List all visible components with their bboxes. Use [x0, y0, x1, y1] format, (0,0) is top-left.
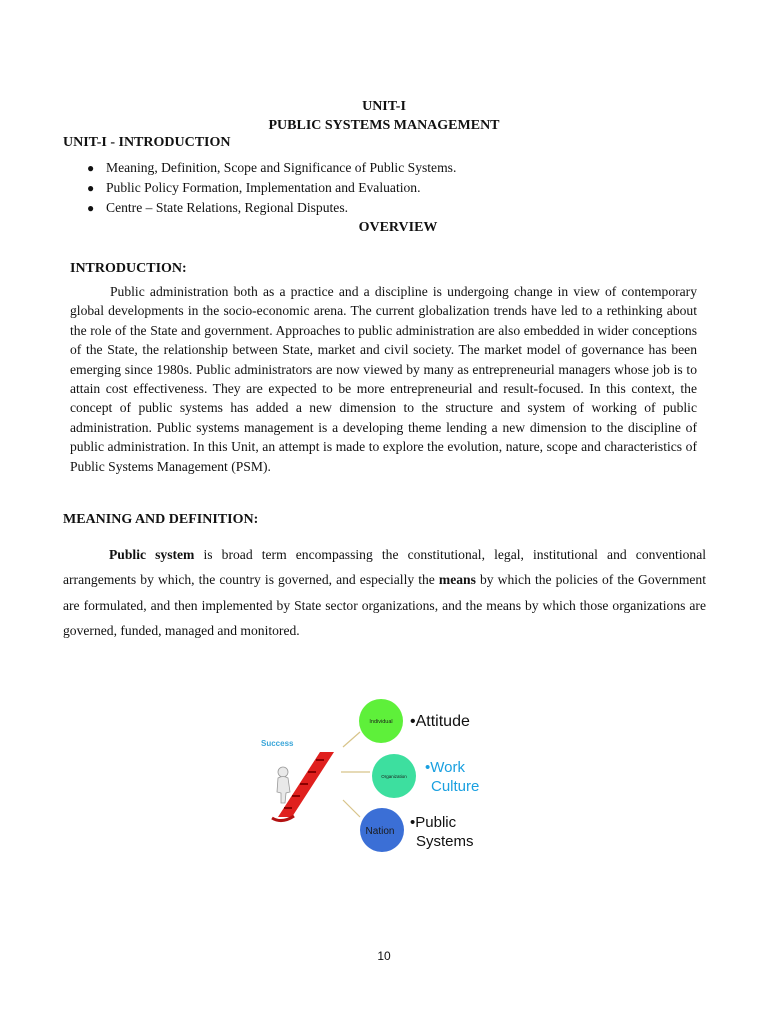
- individual-label: Individual: [369, 719, 393, 725]
- systems-text: Systems: [416, 833, 474, 850]
- means-term: means: [438, 572, 476, 588]
- meaning-paragraph: Public system is broad term encompassing the constitutional, legal, institutional and conventional arrangements by which, the country is governed, and especially the means by which the policies of the Government are formulated, and then implemented by State sector organizations, and the means by which those organizations are governed, funded, managed and monitored.: [63, 547, 707, 639]
- attitude-text: •Attitude: [410, 713, 470, 730]
- introduction-heading: INTRODUCTION:: [70, 261, 187, 276]
- bullet-icon: ●: [87, 161, 95, 175]
- overview-heading: OVERVIEW: [358, 220, 438, 235]
- topic-list: [60, 158, 456, 218]
- public-text: •Public: [410, 814, 457, 831]
- page-title: PUBLIC SYSTEMS MANAGEMENT: [268, 118, 500, 133]
- bullet-icon: ●: [87, 201, 95, 215]
- unit-label: UNIT-I: [362, 99, 406, 114]
- climbing-person-icon: [277, 767, 290, 803]
- culture-text: Culture: [431, 778, 480, 795]
- page-number: 10: [377, 949, 391, 963]
- success-label: Success: [261, 739, 294, 748]
- public-system-term: Public system: [109, 547, 195, 562]
- work-text: •Work: [425, 759, 465, 776]
- connector-line: [343, 800, 360, 817]
- bullet-icon: ●: [87, 181, 95, 195]
- success-diagram: [250, 690, 510, 870]
- intro-section-heading: UNIT-I - INTRODUCTION: [63, 135, 231, 150]
- organization-label: Organization: [381, 774, 407, 779]
- list-item: ● Public Policy Formation, Implementation and Evaluation.: [60, 178, 456, 198]
- list-item: ● Centre – State Relations, Regional Disputes.: [60, 198, 456, 218]
- nation-label: Nation: [365, 826, 395, 837]
- connector-line: [343, 732, 360, 747]
- meaning-heading: MEANING AND DEFINITION:: [63, 512, 259, 527]
- introduction-paragraph: Public administration both as a practice and a discipline is undergoing change in view of contemporary global developments in the socio-economic arena. The current globalization trends have led to a rethinking about the role of the State and government. Approaches to public administration are also embedded in wider conceptions of the State, the relationship between State, market and civil society. The market model of governance has been emerging since 1980s. Public administrators are now viewed by many as entrepreneurial managers whose job is to attain cost effectiveness. They are expected to be more entrepreneurial and result-focused. In this context, the concept of public systems has added a new dimension to the structure and system of working of public administration. Public systems management is a developing theme lending a new dimension to the discipline of public administration. In this Unit, an attempt is made to explore the evolution, nature, scope and characteristics of Public Systems Management (PSM).: [70, 284, 697, 474]
- list-item: ● Meaning, Definition, Scope and Significance of Public Systems.: [60, 158, 456, 178]
